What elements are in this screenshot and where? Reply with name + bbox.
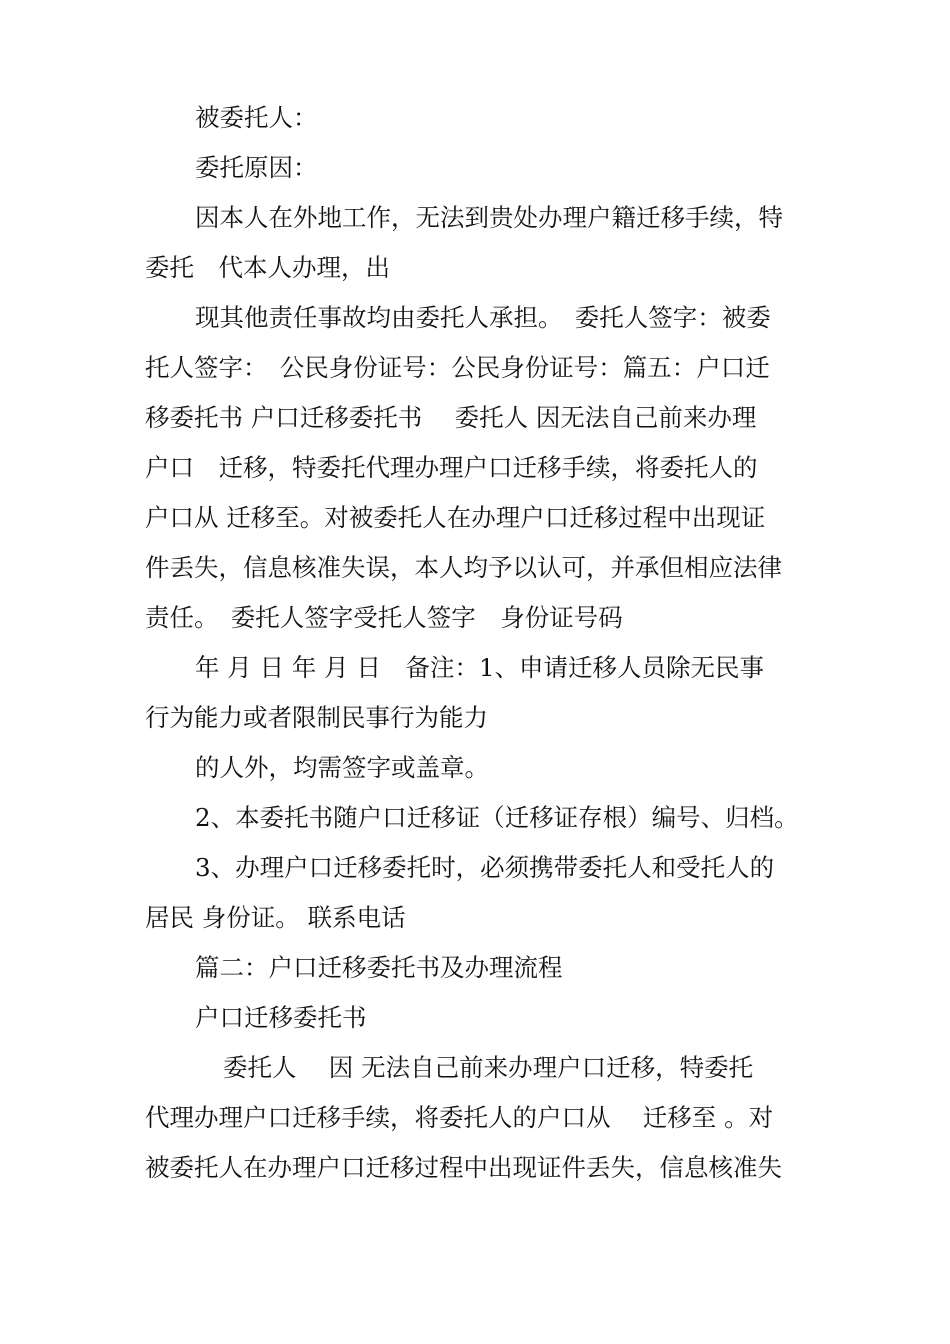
text-line: 户口从 迁移至。对被委托人在办理户口迁移过程中出现证: [145, 503, 766, 532]
text-line: 被委托人在办理户口迁移过程中出现证件丢失，信息核准失: [145, 1153, 782, 1182]
text-line: 年 月 日 年 月 日 备注：1、申请迁移人员除无民事: [195, 653, 765, 682]
document-title: 户口迁移委托书: [195, 1003, 367, 1032]
text-line: 托人签字： 公民身份证号：公民身份证号：篇五：户口迁: [145, 353, 770, 382]
text-line: 因本人在外地工作，无法到贵处办理户籍迁移手续，特: [195, 203, 783, 232]
text-line: 责任。 委托人签字受托人签字 身份证号码: [145, 603, 623, 632]
text-line: 件丢失，信息核准失误，本人均予以认可，并承但相应法律: [145, 553, 782, 582]
text-line: 被委托人：: [195, 103, 318, 132]
text-line: 委托 代本人办理，出: [145, 253, 390, 282]
text-line: 行为能力或者限制民事行为能力: [145, 703, 488, 732]
text-line: 代理办理户口迁移手续，将委托人的户口从 迁移至 。对: [145, 1103, 774, 1132]
text-line: 3、办理户口迁移委托时，必须携带委托人和受托人的: [195, 853, 775, 882]
text-line: 户口 迁移，特委托代理办理户口迁移手续，将委托人的: [145, 453, 758, 482]
section-heading: 篇二：户口迁移委托书及办理流程: [195, 953, 563, 982]
text-line: 委托原因：: [195, 153, 318, 182]
text-line: 现其他责任事故均由委托人承担。 委托人签字：被委: [195, 303, 771, 332]
text-line: 移委托书 户口迁移委托书 委托人 因无法自己前来办理: [145, 403, 757, 432]
text-line: 的人外，均需签字或盖章。: [195, 753, 489, 782]
text-line: 居民 身份证。 联系电话: [145, 903, 406, 932]
text-line: 2、本委托书随户口迁移证（迁移证存根）编号、归档。: [195, 803, 799, 832]
text-line: 委托人 因 无法自己前来办理户口迁移，特委托: [223, 1053, 754, 1082]
